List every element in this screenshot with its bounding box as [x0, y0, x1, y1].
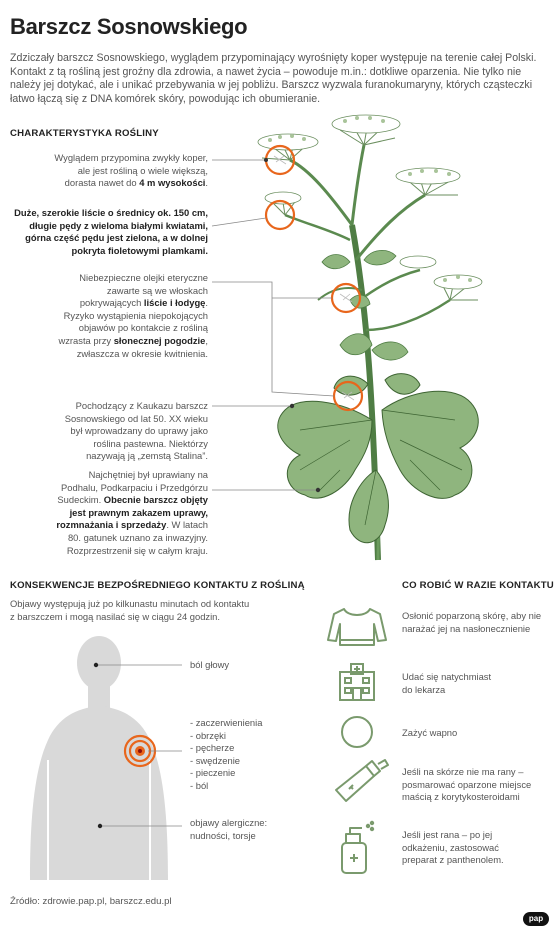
- page-title: Barszcz Sosnowskiego: [10, 14, 248, 39]
- contact-line: preparat z panthenolem.: [402, 854, 504, 866]
- caption-line: pokryta fioletowymi plamkami.: [71, 244, 208, 256]
- caption-line: jest prawnym zakazem uprawy,: [69, 506, 208, 518]
- contact-line: Zażyć wapno: [402, 727, 458, 738]
- ointment-tube-icon: [336, 760, 388, 801]
- caption-line: ale jest rośliną o wiele większą,: [77, 164, 208, 176]
- symptom-item: - zaczerwienienia: [190, 717, 263, 728]
- contact-item-ointment: [402, 766, 531, 804]
- spray-bottle-icon: [342, 822, 373, 873]
- intro-line: Objawy występują już po kilkunastu minutach od kontaktu: [10, 598, 250, 609]
- contact-line: Jeśli na skórze nie ma rany –: [402, 766, 524, 777]
- caption-line: Rozprzestrzenił się w całym kraju.: [66, 544, 208, 556]
- caption-line: Duże, szerokie liście o średnicy ok. 150 cm,: [14, 207, 208, 218]
- contact-line: Udać się natychmiast: [402, 671, 492, 682]
- caption-bold: słonecznej pogodzie: [113, 334, 206, 346]
- caption-text: .: [205, 177, 208, 189]
- caption-line: objawów po kontakcie z rośliną: [78, 322, 208, 334]
- caption-line: górna część pędu jest zielona, a w dolnej: [25, 232, 208, 244]
- caption-line: nazywają ją „zemstą Stalina”.: [86, 450, 208, 462]
- caption-text: wzrasta przy: [58, 334, 114, 346]
- source-note: Źródło: zdrowie.pap.pl, barszcz.edu.pl: [10, 896, 172, 907]
- contact-line: Jeśli jest rana – po jej: [402, 829, 493, 840]
- contact-heading: CO ROBIĆ W RAZIE KONTAKTU: [402, 580, 554, 591]
- caption-line: był wprowadzany do uprawy jako: [70, 425, 208, 437]
- symptom-item: - swędzenie: [190, 754, 241, 766]
- caption-text: .: [205, 297, 208, 309]
- caption-line: zawarte są we włoskach: [106, 284, 208, 296]
- contact-line: odkażeniu, zastosować: [402, 841, 499, 853]
- caption-line: Podhalu, Podkarpaciu i Przedgórzu: [61, 481, 208, 493]
- symptom-item: - pieczenie: [190, 767, 236, 779]
- contact-line: posmarować oparzone miejsce: [402, 778, 532, 790]
- contact-item-doctor: [402, 671, 491, 696]
- caption-line: Ryzyko wystąpienia niepokojących: [63, 309, 208, 321]
- consequences-heading: KONSEKWENCJE BEZPOŚREDNIEGO KONTAKTU Z ROŚLINĄ: [10, 580, 305, 591]
- caption-line: Najchętniej był uprawiany na: [88, 469, 208, 480]
- caption-text: Sudeckim.: [57, 494, 104, 506]
- contact-line: Osłonić poparzoną skórę, aby nie: [402, 610, 542, 621]
- caption-line: Sosnowskiego od lat 50. XX wieku: [64, 412, 208, 424]
- caption-bold: liście i łodygę: [143, 297, 206, 309]
- caption-line: Pochodzący z Kaukazu barszcz: [75, 400, 208, 411]
- intro-line: z barszczem i mogą nasilać się w ciągu 24 godzin.: [10, 610, 220, 622]
- contact-item-panthenol: [402, 829, 504, 867]
- symptom-item: - ból: [190, 779, 209, 791]
- caption-text: . W latach: [166, 519, 208, 531]
- caption-line: Wyglądem przypomina zwykły koper,: [54, 152, 208, 163]
- allergy-line: objawy alergiczne:: [190, 817, 268, 828]
- contact-line: maścią z korytykosteroidami: [402, 791, 520, 803]
- symptom-item: - obrzęki: [190, 729, 226, 741]
- pap-logo: pap: [523, 912, 549, 926]
- caption-text: dorasta nawet do: [64, 177, 140, 189]
- contact-line: narażać jej na nasłonecznienie: [402, 622, 531, 634]
- caption-text: pokrywających: [79, 297, 144, 309]
- pill-icon: [342, 717, 372, 747]
- intro-paragraph: Zdziczały barszcz Sosnowskiego, wyglądem przypominający wyrośnięty koper występuje na terenie całej Polski. Kontakt z tą rośliną jest groźny dla zdrowia, a nawet życia – powoduje m.in.: dotkliwe oparzenia. Nie tylko nie należy jej dotykać, ale i unikać przebywania w jej pobliżu. Barszcz wyzwala furanokumaryny, których cząsteczki łatwo łączą się z DNA komórek skóry, powodując ich obumieranie.: [10, 52, 537, 105]
- caption-bold: rozmnażania i sprzedaży: [56, 519, 167, 531]
- caption-bold: Obecnie barszcz objęty: [103, 494, 208, 506]
- caption-line: Niebezpieczne olejki eteryczne: [79, 272, 208, 283]
- hospital-icon: [340, 664, 374, 700]
- contact-item-cover-skin: [402, 610, 541, 635]
- contact-item-calcium: [402, 727, 457, 740]
- allergy-line: nudności, torsje: [190, 829, 256, 841]
- sweater-icon: [328, 609, 386, 645]
- caption-line: długie pędy z wieloma białymi kwiatami,: [29, 219, 208, 231]
- characteristics-heading: CHARAKTERYSTYKA ROŚLINY: [10, 128, 159, 139]
- caption-line: roślina pastewna. Niektórzy: [93, 437, 208, 449]
- caption-line: zwłaszcza w okresie kwitnienia.: [76, 347, 208, 359]
- caption-bold: 4 m wysokości: [139, 177, 206, 189]
- caption-line: 80. gatunek uznano za inwazyjny.: [67, 531, 208, 543]
- contact-line: do lekarza: [402, 683, 446, 695]
- head-pain-label: ból głowy: [190, 659, 230, 670]
- symptom-item: - pęcherze: [190, 742, 235, 754]
- caption-text: ,: [205, 334, 208, 346]
